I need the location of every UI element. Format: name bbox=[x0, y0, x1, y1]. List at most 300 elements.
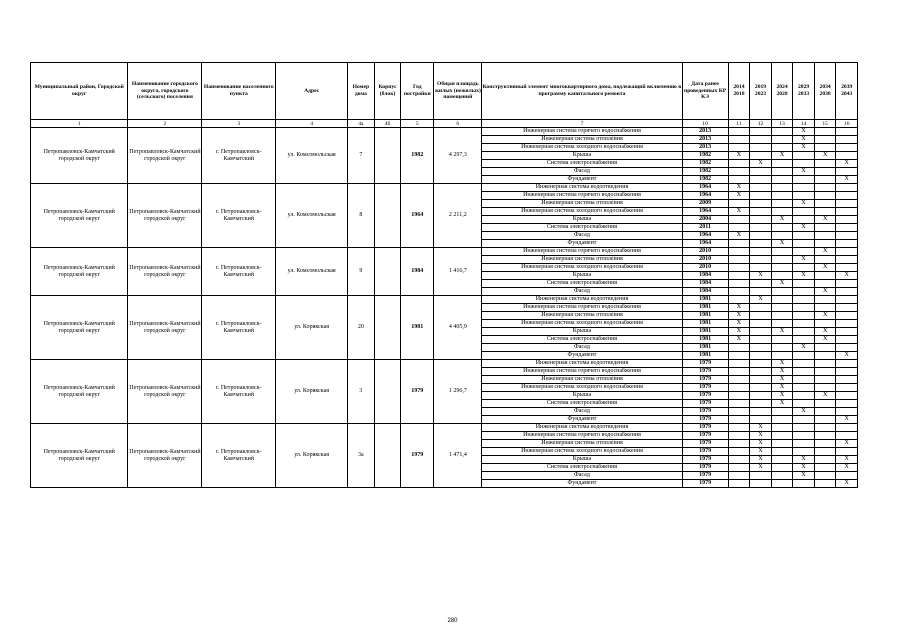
column-header: Год постройки bbox=[401, 63, 434, 120]
period-mark-cell bbox=[728, 472, 750, 480]
column-number: 4б bbox=[374, 120, 401, 128]
period-mark-cell: X bbox=[771, 384, 793, 392]
prior-repair-date-cell: 1982 bbox=[682, 152, 728, 160]
column-header: Общая площадь жилых (нежилых) помещений bbox=[434, 63, 482, 120]
period-mark-cell bbox=[750, 304, 772, 312]
period-mark-cell: X bbox=[750, 424, 772, 432]
period-mark-cell bbox=[771, 184, 793, 192]
period-mark-cell bbox=[728, 368, 750, 376]
period-mark-cell bbox=[771, 296, 793, 304]
block-cell bbox=[374, 360, 401, 424]
locality-cell: г. Петропавловск-Камчатский bbox=[202, 248, 276, 296]
house-number-cell: 7 bbox=[348, 128, 375, 184]
column-number-row bbox=[31, 120, 858, 128]
period-mark-cell bbox=[814, 432, 836, 440]
period-mark-cell bbox=[728, 128, 750, 136]
period-mark-cell bbox=[814, 240, 836, 248]
column-header: Наименование городского округа, городского (сельского) поселения bbox=[128, 63, 202, 120]
period-mark-cell bbox=[793, 328, 815, 336]
address-cell: ул. Корякская bbox=[276, 296, 348, 360]
period-mark-cell: X bbox=[793, 128, 815, 136]
period-mark-cell bbox=[814, 472, 836, 480]
prior-repair-date-cell: 1984 bbox=[682, 272, 728, 280]
period-mark-cell bbox=[728, 480, 750, 488]
prior-repair-date-cell: 1979 bbox=[682, 472, 728, 480]
period-mark-cell bbox=[750, 344, 772, 352]
period-mark-cell: X bbox=[814, 152, 836, 160]
element-name-cell: Инженерная система холодного водоснабжения bbox=[482, 384, 682, 392]
period-mark-cell: X bbox=[728, 184, 750, 192]
period-mark-cell: X bbox=[793, 144, 815, 152]
period-mark-cell bbox=[750, 336, 772, 344]
prior-repair-date-cell: 2010 bbox=[682, 248, 728, 256]
period-mark-cell: X bbox=[750, 160, 772, 168]
period-mark-cell bbox=[771, 416, 793, 424]
period-mark-cell bbox=[836, 360, 858, 368]
prior-repair-date-cell: 2009 bbox=[682, 200, 728, 208]
element-name-cell: Инженерная система водоотведения bbox=[482, 360, 682, 368]
prior-repair-date-cell: 1981 bbox=[682, 336, 728, 344]
element-name-cell: Фундамент bbox=[482, 352, 682, 360]
table-row bbox=[31, 128, 858, 136]
build-year-cell: 1981 bbox=[401, 296, 434, 360]
settlement-cell: Петропавловск-Камчатский городской округ bbox=[128, 360, 202, 424]
column-number: 4а bbox=[348, 120, 375, 128]
prior-repair-date-cell: 2013 bbox=[682, 128, 728, 136]
locality-cell: г. Петропавловск-Камчатский bbox=[202, 184, 276, 248]
period-mark-cell: X bbox=[836, 352, 858, 360]
period-mark-cell bbox=[728, 408, 750, 416]
house-number-cell: 8 bbox=[348, 184, 375, 248]
prior-repair-date-cell: 1979 bbox=[682, 368, 728, 376]
element-name-cell: Фасад bbox=[482, 168, 682, 176]
prior-repair-date-cell: 2013 bbox=[682, 136, 728, 144]
period-mark-cell bbox=[814, 192, 836, 200]
column-header: 2024 2028 bbox=[771, 63, 793, 120]
period-mark-cell bbox=[836, 216, 858, 224]
element-name-cell: Фундамент bbox=[482, 480, 682, 488]
table-row bbox=[31, 360, 858, 368]
period-mark-cell bbox=[814, 136, 836, 144]
period-mark-cell bbox=[793, 192, 815, 200]
page-number: 280 bbox=[447, 618, 458, 624]
period-mark-cell bbox=[836, 312, 858, 320]
period-mark-cell bbox=[750, 232, 772, 240]
prior-repair-date-cell: 1979 bbox=[682, 360, 728, 368]
period-mark-cell bbox=[728, 256, 750, 264]
period-mark-cell: X bbox=[814, 312, 836, 320]
period-mark-cell bbox=[836, 136, 858, 144]
prior-repair-date-cell: 1979 bbox=[682, 392, 728, 400]
period-mark-cell bbox=[771, 480, 793, 488]
column-number: 2 bbox=[128, 120, 202, 128]
period-mark-cell bbox=[836, 424, 858, 432]
period-mark-cell: X bbox=[814, 336, 836, 344]
column-number: 12 bbox=[750, 120, 772, 128]
prior-repair-date-cell: 1981 bbox=[682, 312, 728, 320]
period-mark-cell: X bbox=[771, 360, 793, 368]
period-mark-cell bbox=[771, 224, 793, 232]
period-mark-cell bbox=[814, 184, 836, 192]
period-mark-cell bbox=[771, 464, 793, 472]
period-mark-cell bbox=[836, 248, 858, 256]
period-mark-cell bbox=[750, 192, 772, 200]
column-header: Номер дома bbox=[348, 63, 375, 120]
period-mark-cell bbox=[836, 376, 858, 384]
period-mark-cell bbox=[793, 360, 815, 368]
element-name-cell: Инженерная система водоотведения bbox=[482, 296, 682, 304]
table-row bbox=[31, 248, 858, 256]
period-mark-cell bbox=[750, 224, 772, 232]
period-mark-cell bbox=[814, 144, 836, 152]
element-name-cell: Инженерная система отопления bbox=[482, 440, 682, 448]
block-cell bbox=[374, 128, 401, 184]
period-mark-cell bbox=[793, 240, 815, 248]
period-mark-cell bbox=[793, 336, 815, 344]
period-mark-cell: X bbox=[750, 440, 772, 448]
period-mark-cell bbox=[836, 408, 858, 416]
prior-repair-date-cell: 1964 bbox=[682, 232, 728, 240]
period-mark-cell bbox=[814, 256, 836, 264]
column-number: 13 bbox=[771, 120, 793, 128]
period-mark-cell bbox=[793, 216, 815, 224]
period-mark-cell bbox=[771, 136, 793, 144]
period-mark-cell bbox=[836, 240, 858, 248]
period-mark-cell bbox=[750, 152, 772, 160]
period-mark-cell bbox=[836, 152, 858, 160]
period-mark-cell bbox=[793, 264, 815, 272]
element-name-cell: Крыша bbox=[482, 216, 682, 224]
district-cell: Петропавловск-Камчатский городской округ bbox=[31, 184, 128, 248]
period-mark-cell: X bbox=[836, 456, 858, 464]
address-cell: ул. Комсомольская bbox=[276, 128, 348, 184]
period-mark-cell bbox=[814, 208, 836, 216]
period-mark-cell bbox=[793, 248, 815, 256]
period-mark-cell bbox=[750, 208, 772, 216]
period-mark-cell bbox=[793, 312, 815, 320]
period-mark-cell bbox=[771, 264, 793, 272]
element-name-cell: Фасад bbox=[482, 408, 682, 416]
period-mark-cell bbox=[728, 464, 750, 472]
period-mark-cell: X bbox=[814, 392, 836, 400]
period-mark-cell bbox=[728, 160, 750, 168]
element-name-cell: Инженерная система горячего водоснабжения bbox=[482, 248, 682, 256]
period-mark-cell bbox=[793, 232, 815, 240]
period-mark-cell bbox=[750, 360, 772, 368]
period-mark-cell bbox=[836, 472, 858, 480]
period-mark-cell bbox=[836, 296, 858, 304]
prior-repair-date-cell: 1964 bbox=[682, 208, 728, 216]
element-name-cell: Крыша bbox=[482, 272, 682, 280]
element-name-cell: Инженерная система холодного водоснабжения bbox=[482, 320, 682, 328]
period-mark-cell: X bbox=[793, 168, 815, 176]
area-cell: 1 296,7 bbox=[434, 360, 482, 424]
prior-repair-date-cell: 1981 bbox=[682, 320, 728, 328]
house-number-cell: 9 bbox=[348, 248, 375, 296]
period-mark-cell bbox=[814, 320, 836, 328]
period-mark-cell: X bbox=[836, 176, 858, 184]
prior-repair-date-cell: 1979 bbox=[682, 432, 728, 440]
period-mark-cell bbox=[793, 376, 815, 384]
prior-repair-date-cell: 1979 bbox=[682, 384, 728, 392]
header-row bbox=[31, 63, 858, 120]
period-mark-cell bbox=[728, 416, 750, 424]
element-name-cell: Фундамент bbox=[482, 176, 682, 184]
period-mark-cell bbox=[750, 184, 772, 192]
period-mark-cell bbox=[771, 352, 793, 360]
house-number-cell: 3а bbox=[348, 424, 375, 488]
period-mark-cell: X bbox=[771, 400, 793, 408]
column-header: 2029 2033 bbox=[793, 63, 815, 120]
period-mark-cell: X bbox=[793, 464, 815, 472]
period-mark-cell bbox=[771, 344, 793, 352]
period-mark-cell: X bbox=[750, 448, 772, 456]
period-mark-cell bbox=[750, 144, 772, 152]
period-mark-cell bbox=[750, 128, 772, 136]
column-header: 2034 2038 bbox=[814, 63, 836, 120]
period-mark-cell bbox=[793, 176, 815, 184]
period-mark-cell bbox=[750, 264, 772, 272]
prior-repair-date-cell: 1979 bbox=[682, 456, 728, 464]
prior-repair-date-cell: 1979 bbox=[682, 400, 728, 408]
prior-repair-date-cell: 1981 bbox=[682, 304, 728, 312]
prior-repair-date-cell: 1982 bbox=[682, 168, 728, 176]
period-mark-cell bbox=[750, 216, 772, 224]
period-mark-cell bbox=[836, 224, 858, 232]
period-mark-cell bbox=[728, 344, 750, 352]
block-cell bbox=[374, 424, 401, 488]
column-number: 6 bbox=[434, 120, 482, 128]
element-name-cell: Фасад bbox=[482, 344, 682, 352]
element-name-cell: Инженерная система горячего водоснабжения bbox=[482, 128, 682, 136]
build-year-cell: 1984 bbox=[401, 248, 434, 296]
period-mark-cell bbox=[750, 136, 772, 144]
prior-repair-date-cell: 2010 bbox=[682, 256, 728, 264]
element-name-cell: Инженерная система водоотведения bbox=[482, 424, 682, 432]
district-cell: Петропавловск-Камчатский городской округ bbox=[31, 248, 128, 296]
period-mark-cell: X bbox=[771, 240, 793, 248]
capital-repair-table bbox=[30, 62, 858, 488]
period-mark-cell bbox=[771, 304, 793, 312]
period-mark-cell: X bbox=[836, 440, 858, 448]
period-mark-cell: X bbox=[793, 136, 815, 144]
period-mark-cell bbox=[728, 216, 750, 224]
prior-repair-date-cell: 1979 bbox=[682, 464, 728, 472]
settlement-cell: Петропавловск-Камчатский городской округ bbox=[128, 128, 202, 184]
period-mark-cell bbox=[793, 384, 815, 392]
period-mark-cell bbox=[771, 320, 793, 328]
prior-repair-date-cell: 1979 bbox=[682, 424, 728, 432]
prior-repair-date-cell: 1964 bbox=[682, 240, 728, 248]
prior-repair-date-cell: 1981 bbox=[682, 344, 728, 352]
period-mark-cell bbox=[793, 392, 815, 400]
period-mark-cell bbox=[814, 200, 836, 208]
element-name-cell: Крыша bbox=[482, 328, 682, 336]
period-mark-cell bbox=[814, 176, 836, 184]
period-mark-cell bbox=[793, 184, 815, 192]
prior-repair-date-cell: 1979 bbox=[682, 408, 728, 416]
period-mark-cell bbox=[814, 400, 836, 408]
prior-repair-date-cell: 2013 bbox=[682, 144, 728, 152]
period-mark-cell bbox=[771, 272, 793, 280]
period-mark-cell bbox=[728, 400, 750, 408]
period-mark-cell bbox=[728, 456, 750, 464]
period-mark-cell bbox=[793, 152, 815, 160]
period-mark-cell bbox=[793, 416, 815, 424]
period-mark-cell bbox=[728, 296, 750, 304]
period-mark-cell bbox=[750, 352, 772, 360]
element-name-cell: Инженерная система горячего водоснабжения bbox=[482, 304, 682, 312]
period-mark-cell: X bbox=[728, 328, 750, 336]
period-mark-cell: X bbox=[771, 368, 793, 376]
period-mark-cell bbox=[814, 424, 836, 432]
prior-repair-date-cell: 1981 bbox=[682, 296, 728, 304]
period-mark-cell bbox=[750, 168, 772, 176]
period-mark-cell bbox=[836, 432, 858, 440]
column-header: Конструктивный элемент многоквартирного дома, подлежащий включению в программу капитального ремонта bbox=[482, 63, 682, 120]
period-mark-cell bbox=[771, 408, 793, 416]
period-mark-cell bbox=[793, 424, 815, 432]
table-row bbox=[31, 424, 858, 432]
period-mark-cell bbox=[836, 128, 858, 136]
prior-repair-date-cell: 1979 bbox=[682, 440, 728, 448]
period-mark-cell bbox=[728, 360, 750, 368]
period-mark-cell: X bbox=[750, 464, 772, 472]
element-name-cell: Система электроснабжения bbox=[482, 336, 682, 344]
period-mark-cell bbox=[793, 368, 815, 376]
prior-repair-date-cell: 1979 bbox=[682, 376, 728, 384]
period-mark-cell bbox=[728, 352, 750, 360]
prior-repair-date-cell: 2010 bbox=[682, 264, 728, 272]
period-mark-cell: X bbox=[728, 320, 750, 328]
period-mark-cell: X bbox=[728, 304, 750, 312]
settlement-cell: Петропавловск-Камчатский городской округ bbox=[128, 248, 202, 296]
period-mark-cell bbox=[728, 384, 750, 392]
house-number-cell: 3 bbox=[348, 360, 375, 424]
period-mark-cell bbox=[836, 208, 858, 216]
period-mark-cell bbox=[771, 232, 793, 240]
period-mark-cell bbox=[793, 448, 815, 456]
period-mark-cell bbox=[814, 168, 836, 176]
period-mark-cell bbox=[750, 248, 772, 256]
period-mark-cell bbox=[728, 440, 750, 448]
period-mark-cell: X bbox=[814, 328, 836, 336]
build-year-cell: 1979 bbox=[401, 360, 434, 424]
element-name-cell: Система электроснабжения bbox=[482, 224, 682, 232]
period-mark-cell bbox=[836, 200, 858, 208]
period-mark-cell bbox=[814, 304, 836, 312]
period-mark-cell bbox=[750, 376, 772, 384]
element-name-cell: Система электроснабжения bbox=[482, 464, 682, 472]
period-mark-cell bbox=[771, 456, 793, 464]
column-header: Адрес bbox=[276, 63, 348, 120]
period-mark-cell: X bbox=[750, 272, 772, 280]
period-mark-cell bbox=[771, 160, 793, 168]
locality-cell: г. Петропавловск-Камчатский bbox=[202, 360, 276, 424]
element-name-cell: Инженерная система холодного водоснабжения bbox=[482, 448, 682, 456]
period-mark-cell: X bbox=[814, 216, 836, 224]
element-name-cell: Крыша bbox=[482, 152, 682, 160]
period-mark-cell bbox=[771, 248, 793, 256]
area-cell: 2 211,2 bbox=[434, 184, 482, 248]
period-mark-cell: X bbox=[836, 416, 858, 424]
column-number: 10 bbox=[682, 120, 728, 128]
period-mark-cell bbox=[814, 480, 836, 488]
prior-repair-date-cell: 1979 bbox=[682, 448, 728, 456]
period-mark-cell bbox=[836, 336, 858, 344]
address-cell: ул. Корякская bbox=[276, 424, 348, 488]
address-cell: ул. Комсомольская bbox=[276, 248, 348, 296]
element-name-cell: Инженерная система холодного водоснабжения bbox=[482, 208, 682, 216]
element-name-cell: Инженерная система отопления bbox=[482, 200, 682, 208]
period-mark-cell bbox=[728, 272, 750, 280]
period-mark-cell bbox=[836, 168, 858, 176]
period-mark-cell bbox=[814, 296, 836, 304]
element-name-cell: Система электроснабжения bbox=[482, 160, 682, 168]
period-mark-cell: X bbox=[793, 256, 815, 264]
period-mark-cell bbox=[814, 344, 836, 352]
period-mark-cell bbox=[728, 376, 750, 384]
column-number: 7 bbox=[482, 120, 682, 128]
prior-repair-date-cell: 1984 bbox=[682, 288, 728, 296]
column-number: 4 bbox=[276, 120, 348, 128]
column-header: 2039 2043 bbox=[836, 63, 858, 120]
period-mark-cell bbox=[836, 304, 858, 312]
column-header: Наименование населенного пункта bbox=[202, 63, 276, 120]
period-mark-cell: X bbox=[793, 472, 815, 480]
period-mark-cell bbox=[728, 136, 750, 144]
prior-repair-date-cell: 1984 bbox=[682, 280, 728, 288]
period-mark-cell bbox=[771, 144, 793, 152]
period-mark-cell: X bbox=[771, 216, 793, 224]
period-mark-cell bbox=[728, 224, 750, 232]
district-cell: Петропавловск-Камчатский городской округ bbox=[31, 128, 128, 184]
period-mark-cell bbox=[728, 240, 750, 248]
period-mark-cell: X bbox=[771, 376, 793, 384]
area-cell: 4 405,9 bbox=[434, 296, 482, 360]
period-mark-cell bbox=[728, 168, 750, 176]
period-mark-cell bbox=[750, 416, 772, 424]
element-name-cell: Инженерная система холодного водоснабжения bbox=[482, 144, 682, 152]
element-name-cell: Инженерная система горячего водоснабжения bbox=[482, 368, 682, 376]
column-header: Корпус (блок) bbox=[374, 63, 401, 120]
period-mark-cell bbox=[814, 368, 836, 376]
period-mark-cell bbox=[771, 256, 793, 264]
period-mark-cell: X bbox=[771, 280, 793, 288]
period-mark-cell bbox=[793, 304, 815, 312]
period-mark-cell bbox=[814, 224, 836, 232]
period-mark-cell bbox=[771, 472, 793, 480]
period-mark-cell: X bbox=[728, 312, 750, 320]
block-cell bbox=[374, 248, 401, 296]
period-mark-cell bbox=[836, 344, 858, 352]
period-mark-cell bbox=[814, 232, 836, 240]
period-mark-cell bbox=[793, 320, 815, 328]
period-mark-cell bbox=[793, 432, 815, 440]
period-mark-cell: X bbox=[728, 232, 750, 240]
element-name-cell: Крыша bbox=[482, 392, 682, 400]
block-cell bbox=[374, 184, 401, 248]
build-year-cell: 1964 bbox=[401, 184, 434, 248]
period-mark-cell bbox=[771, 432, 793, 440]
district-cell: Петропавловск-Камчатский городской округ bbox=[31, 360, 128, 424]
period-mark-cell bbox=[750, 320, 772, 328]
period-mark-cell bbox=[814, 384, 836, 392]
period-mark-cell bbox=[750, 368, 772, 376]
period-mark-cell bbox=[750, 312, 772, 320]
period-mark-cell: X bbox=[728, 208, 750, 216]
table-row bbox=[31, 184, 858, 192]
